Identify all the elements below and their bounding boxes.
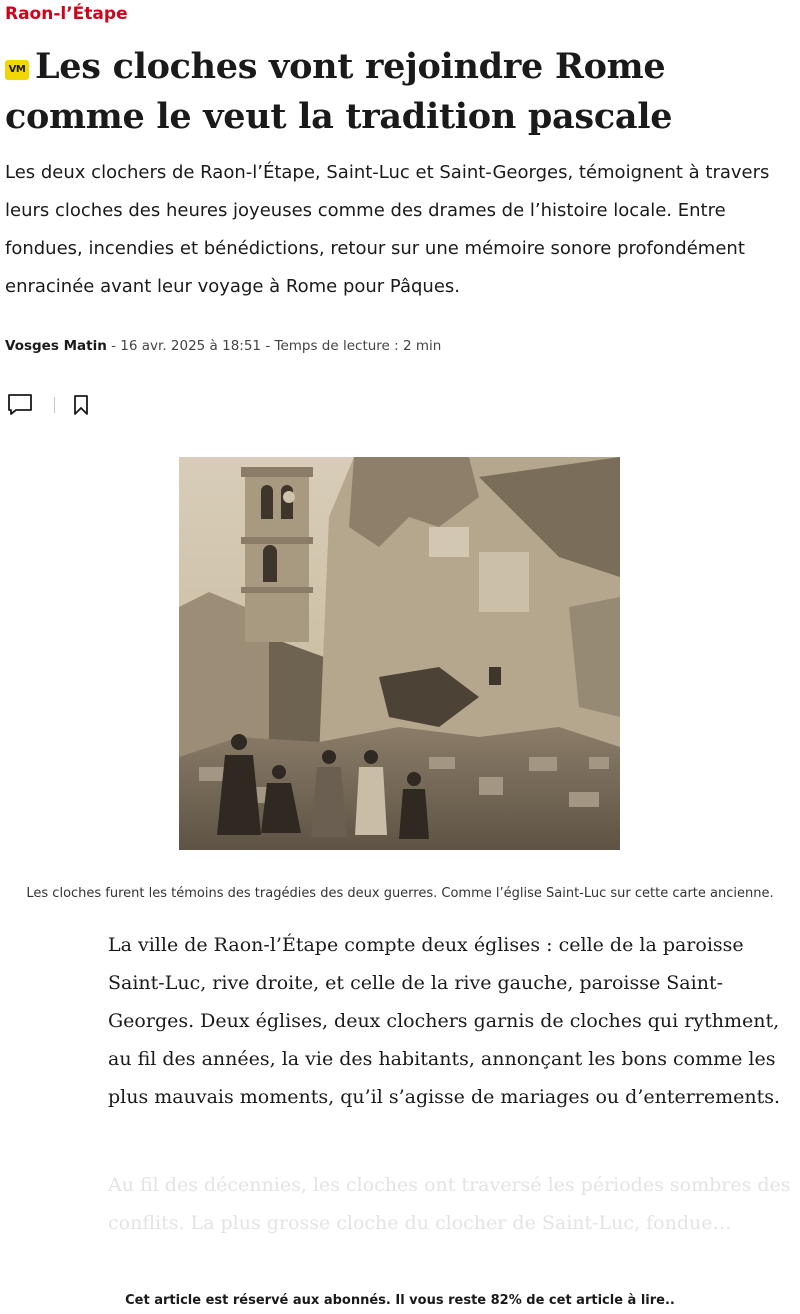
- article-teaser: Au fil des décennies, les cloches ont traversé les périodes sombres des conflits. La plus grosse cloche du clocher de Saint-Luc, fondue…: [108, 1174, 791, 1234]
- article-title: [5, 42, 797, 142]
- article-paragraph: La ville de Raon-l’Étape compte deux églises : celle de la paroisse Saint-Luc, rive droite, et celle de la rive gauche, paroisse Saint-Georges. Deux églises, deux clochers garnis de cloches qui rythment, au fil des années, la vie des habitants, annonçant les bons comme les plus mauvais moments, qu’il s’agisse de mariages ou d’enterrements.: [108, 934, 781, 1108]
- section-kicker[interactable]: Raon-l’Étape: [5, 4, 128, 24]
- paywall-notice: Cet article est réservé aux abonnés. Il vous reste 82% de cet article à lire..: [125, 1293, 675, 1308]
- bookmark-button[interactable]: [67, 392, 95, 418]
- article-actions: [6, 392, 95, 418]
- comment-button[interactable]: [6, 392, 34, 418]
- comment-icon: [7, 393, 33, 417]
- image-caption: Les cloches furent les témoins des tragédies des deux guerres. Comme l’église Saint-Luc sur cette carte ancienne.: [26, 886, 774, 901]
- vosges-matin-badge: VM: [5, 60, 29, 80]
- article-photo: [179, 457, 620, 850]
- author-name[interactable]: Vosges Matin: [5, 338, 107, 354]
- action-divider: [54, 397, 55, 413]
- article-byline: [5, 338, 441, 354]
- reading-time: Temps de lecture : 2 min: [274, 338, 442, 354]
- church-ruins-photo: [179, 457, 620, 850]
- article-lead: Les deux clochers de Raon-l’Étape, Saint-Luc et Saint-Georges, témoignent à travers leurs cloches des heures joyeuses comme des drames de l’histoire locale. Entre fondues, incendies et bénédictions, retour sur une mémoire sonore profondément enracinée avant leur voyage à Rome pour Pâques.: [5, 162, 770, 297]
- bookmark-icon: [72, 394, 90, 416]
- byline-separator: -: [261, 338, 275, 354]
- publish-date: 16 avr. 2025 à 18:51: [120, 338, 262, 354]
- article-title-text: Les cloches vont rejoindre Rome comme le veut la tradition pascale: [5, 46, 673, 137]
- byline-separator: -: [106, 338, 121, 354]
